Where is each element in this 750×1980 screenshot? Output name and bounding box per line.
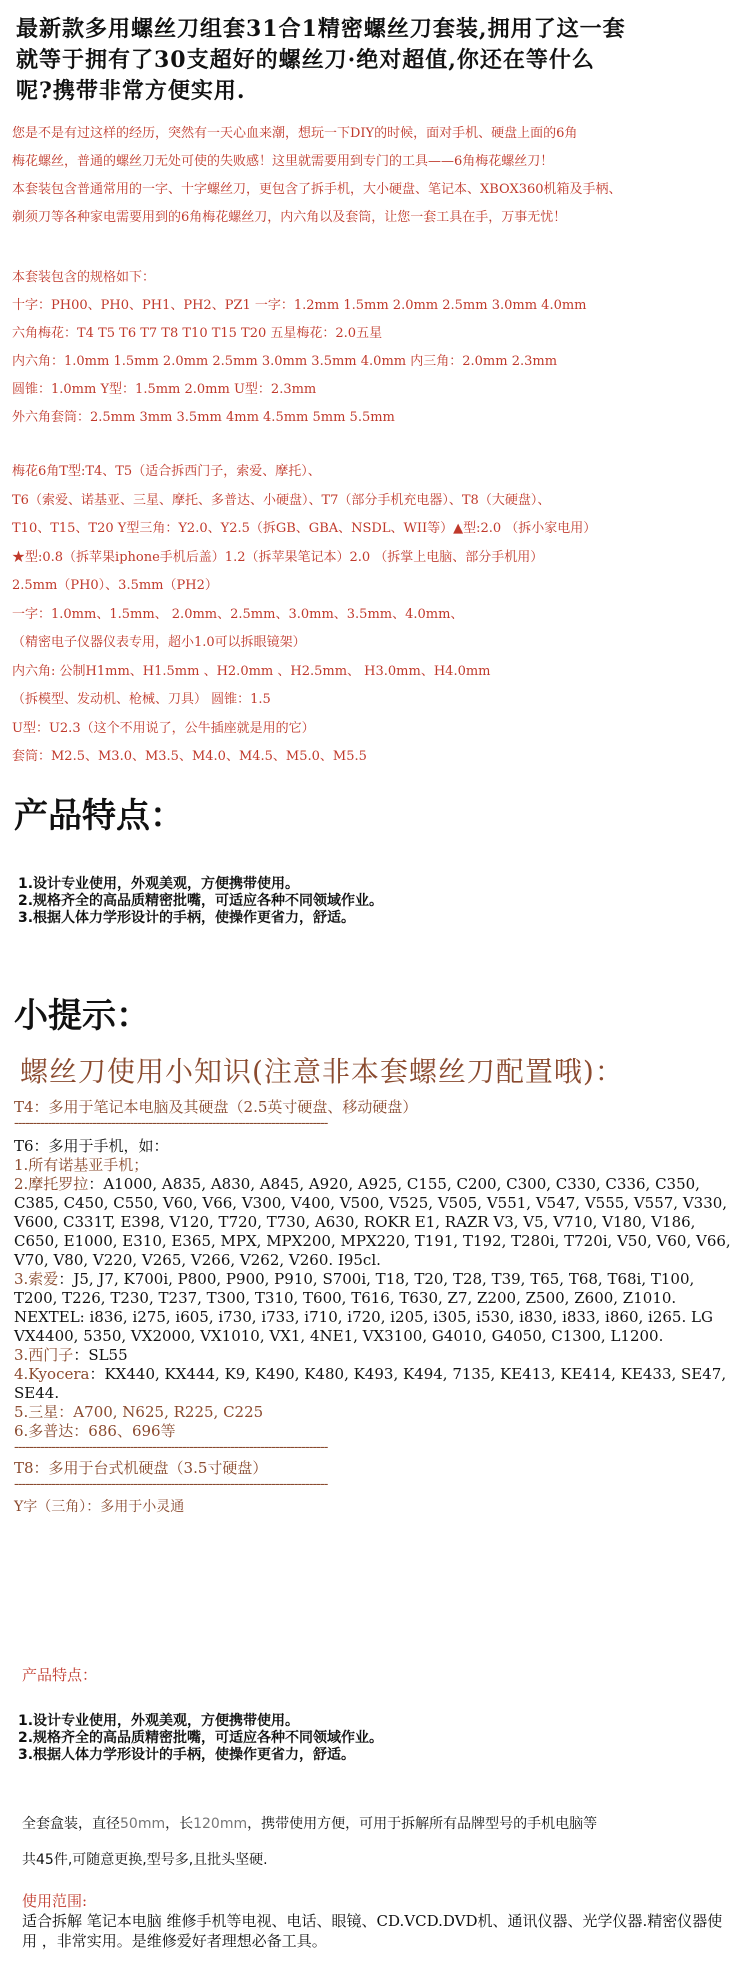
usage-text: 适合拆解 笔记本电脑 维修手机等电视、电话、眼镜、CD.VCD.DVD机、通讯仪器、光学仪器.精密仪器使用 ，非常实用。是维修爱好者理想必备工具。 bbox=[22, 1912, 723, 1950]
kit-info bbox=[22, 1806, 732, 1878]
divider: ------------------------------------------------------------------------------------ bbox=[14, 1478, 328, 1490]
dopod-note: 6.多普达：686、696等 bbox=[14, 1422, 176, 1440]
knowledge-title: 螺丝刀使用小知识(注意非本套螺丝刀配置哦)： bbox=[20, 1055, 624, 1088]
spec-line: 外六角套筒：2.5mm 3mm 3.5mm 4mm 4.5mm 5mm 5.5mm bbox=[12, 410, 395, 425]
detail-line: 内六角: 公制H1mm、H1.5mm 、H2.0mm 、H2.5mm、 H3.0mm、H4.0mm bbox=[12, 663, 491, 679]
product-features-title: 产品特点： bbox=[22, 1666, 98, 1684]
description-line: 本套装包含普通常用的一字、十字螺丝刀，更包含了拆手机，大小硬盘、笔记本、XBOX360机箱及手柄、 bbox=[12, 182, 622, 197]
detail-line: U型：U2.3（这个不用说了，公牛插座就是用的它） bbox=[12, 720, 315, 736]
motorola-models: ：A1000, A835, A830, A845, A920, A925, C155, C200, C300, C330, C336, C350, C385, C450, C550, V60, V66, V300, V400, V500, V525, V505, V551, V547, V555, V557, V330, V600, C331T, E398, V120, T720, T730, A630, ROKR E1, RAZR V3, V5, V710, V180, V186, C650, E1000, E310, E365, MPX, MPX200, MPX220, T191, T192, T280i, T720i, V50, V60, V66, V70, V80, V220, V265, V266, V262, V260. I95cl. bbox=[14, 1175, 731, 1269]
detail-line: ★型:0.8（拆苹果iphone手机后盖）1.2（拆苹果笔记本）2.0 （拆掌上电脑、部分手机用） bbox=[12, 549, 544, 565]
t6-note: T6：多用于手机，如： bbox=[14, 1137, 169, 1155]
motorola-label: 2.摩托罗拉 bbox=[14, 1175, 89, 1193]
t8-note: T8：多用于台式机硬盘（3.5寸硬盘） bbox=[14, 1459, 268, 1477]
intro-line-1: 最新款多用螺丝刀组套31合1精密螺丝刀套装,拥用了这一套 bbox=[16, 16, 626, 42]
spec-list bbox=[12, 264, 732, 432]
features-list-2 bbox=[18, 1713, 383, 1764]
intro-headline bbox=[16, 14, 736, 107]
usage-title: 使用范围: bbox=[22, 1892, 88, 1910]
intro-line-2: 就等于拥有了30支超好的螺丝刀·绝对超值,你还在等什么 bbox=[16, 47, 595, 73]
description-line: 梅花螺丝，普通的螺丝刀无处可使的失败感！这里就需要用到专门的工具——6角梅花螺丝刀！ bbox=[12, 154, 554, 169]
samsung-note: 5.三星：A700, N625, R225, C225 bbox=[14, 1403, 264, 1421]
spec-line: 圆锥：1.0mm Y型：1.5mm 2.0mm U型：2.3mm bbox=[12, 382, 317, 397]
kit-diameter: 50mm bbox=[120, 1816, 166, 1832]
nokia-note: 1.所有诺基亚手机； bbox=[14, 1156, 149, 1174]
siemens-label: 3.西门子 bbox=[14, 1346, 74, 1364]
detail-line: T6（索爱、诺基亚、三星、摩托、多普达、小硬盘）、T7（部分手机充电器）、T8（大硬盘）、 bbox=[12, 492, 551, 508]
y-note: Y字（三角）：多用于小灵通 bbox=[14, 1499, 185, 1515]
features-list bbox=[18, 876, 383, 927]
feature-item: 2.规格齐全的高品质精密批嘴，可适应各种不同领域作业。 bbox=[18, 1730, 384, 1746]
feature-item: 1.设计专业使用，外观美观，方便携带使用。 bbox=[18, 1713, 300, 1729]
kit-text: 全套盒装，直径 bbox=[22, 1816, 120, 1832]
features-heading: 产品特点： bbox=[14, 796, 184, 836]
bit-details bbox=[12, 458, 732, 772]
siemens-models: ：SL55 bbox=[73, 1346, 128, 1364]
description-line: 剃须刀等各种家电需要用到的6角梅花螺丝刀，内六角以及套筒，让您一套工具在手，万事无忧！ bbox=[12, 210, 567, 225]
intro-line-3: 呢?携带非常方便实用. bbox=[16, 78, 246, 104]
kit-line-2: 共45件,可随意更换,型号多,且批头坚硬. bbox=[22, 1852, 268, 1868]
detail-line: （精密电子仪器仪表专用，超小1.0可以拆眼镜架） bbox=[12, 635, 306, 650]
feature-item: 3.根据人体力学形设计的手柄，使操作更省力，舒适。 bbox=[18, 910, 356, 926]
kit-text: ，长 bbox=[165, 1816, 194, 1832]
sony-label: 3.索爱 bbox=[14, 1270, 59, 1288]
tips-content bbox=[14, 1098, 734, 1517]
spec-line: 十字：PH00、PH0、PH1、PH2、PZ1 一字：1.2mm 1.5mm 2.0mm 2.5mm 3.0mm 4.0mm bbox=[12, 298, 587, 313]
kyocera-label: 4.Kyocera bbox=[14, 1365, 90, 1383]
motorola-note bbox=[14, 1175, 734, 1270]
detail-line: （拆模型、发动机、枪械、刀具） 圆锥：1.5 bbox=[12, 692, 271, 707]
detail-line: 梅花6角T型:T4、T5（适合拆西门子，索爱、摩托）、 bbox=[12, 464, 321, 479]
feature-item: 2.规格齐全的高品质精密批嘴，可适应各种不同领域作业。 bbox=[18, 893, 384, 909]
spec-title: 本套装包含的规格如下： bbox=[12, 270, 156, 285]
detail-line: T10、T15、T20 Y型三角：Y2.0、Y2.5（拆GB、GBA、NSDL、WII等）▲型:2.0 （拆小家电用） bbox=[12, 521, 597, 536]
detail-line: 一字：1.0mm、1.5mm、 2.0mm、2.5mm、3.0mm、3.5mm、4.0mm、 bbox=[12, 606, 464, 622]
spec-line: 六角梅花：T4 T5 T6 T7 T8 T10 T15 T20 五星梅花：2.0五星 bbox=[12, 326, 383, 341]
t4-note: T4：多用于笔记本电脑及其硬盘（2.5英寸硬盘、移动硬盘） bbox=[14, 1098, 418, 1116]
feature-item: 3.根据人体力学形设计的手柄，使操作更省力，舒适。 bbox=[18, 1747, 356, 1763]
kit-length: 120mm bbox=[193, 1816, 248, 1832]
sony-note bbox=[14, 1270, 734, 1308]
divider: ------------------------------------------------------------------------------------ bbox=[14, 1441, 328, 1453]
tips-heading: 小提示： bbox=[14, 996, 150, 1036]
description-paragraph bbox=[12, 120, 732, 232]
siemens-note bbox=[14, 1346, 734, 1365]
spec-line: 内六角：1.0mm 1.5mm 2.0mm 2.5mm 3.0mm 3.5mm 4.0mm 内三角：2.0mm 2.3mm bbox=[12, 354, 558, 369]
feature-item: 1.设计专业使用，外观美观，方便携带使用。 bbox=[18, 876, 300, 892]
kyocera-note bbox=[14, 1365, 734, 1403]
kyocera-models: ：KX440, KX444, K9, K490, K480, K493, K494, 7135, KE413, KE414, KE433, SE47, SE44. bbox=[14, 1365, 727, 1402]
kit-line-1 bbox=[22, 1806, 732, 1842]
detail-line: 2.5mm（PH0）、3.5mm（PH2） bbox=[12, 578, 218, 593]
divider: ------------------------------------------------------------------------------------ bbox=[14, 1117, 328, 1129]
detail-line: 套筒：M2.5、M3.0、M3.5、M4.0、M4.5、M5.0、M5.5 bbox=[12, 749, 367, 764]
kit-text: ，携带使用方便，可用于拆解所有品牌型号的手机电脑等 bbox=[247, 1816, 598, 1832]
sony-models: ：J5, J7, K700i, P800, P900, P910, S700i, T18, T20, T28, T39, T65, T68, T68i, T100, T200, T226, T230, T237, T300, T310, T600, T616, T630, Z7, Z200, Z500, Z600, Z1010. bbox=[14, 1270, 695, 1307]
nextel-note: NEXTEL: i836, i275, i605, i730, i733, i710, i720, i205, i305, i530, i830, i833, i860, i265. LG VX4400, 5350, VX2000, VX1010, VX1, 4NE1, VX3100, G4010, G4050, C1300, L1200. bbox=[14, 1308, 713, 1345]
description-line: 您是不是有过这样的经历，突然有一天心血来潮，想玩一下DIY的时候，面对手机、硬盘上面的6角 bbox=[12, 126, 578, 141]
